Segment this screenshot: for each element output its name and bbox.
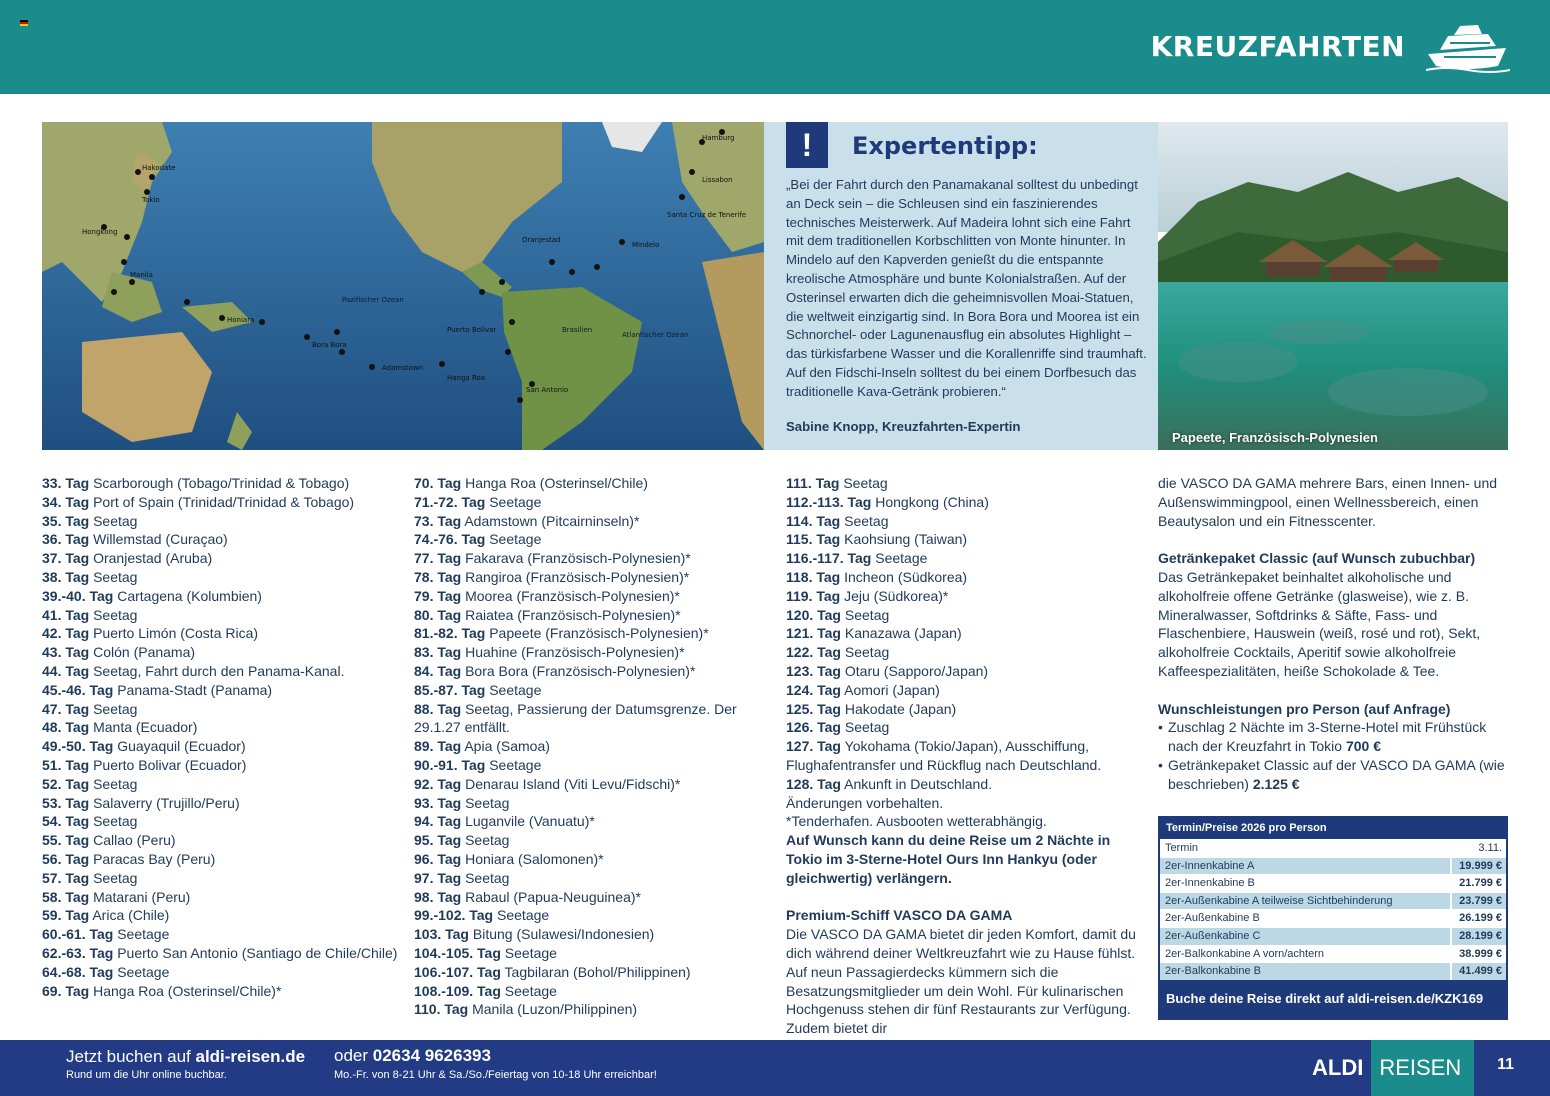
extension-note: Auf Wunsch kann du deine Reise um 2 Nächte in Tokio im 3-Sterne-Hotel Ours Inn Hankyu (oder gleichwertig) verlängern. xyxy=(786,832,1111,886)
itinerary-day: 110. Tag Manila (Luzon/Philippinen) xyxy=(414,1001,638,1018)
itinerary-day: 89. Tag Apia (Samoa) xyxy=(414,738,550,755)
itinerary-day: 123. Tag Otaru (Sapporo/Japan) xyxy=(786,662,989,679)
ship-icon xyxy=(1426,20,1510,74)
itinerary-day: 83. Tag Huahine (Französisch-Polynesien)* xyxy=(414,644,685,661)
itinerary-day: 94. Tag Luganvile (Vanuatu)* xyxy=(414,813,595,830)
itinerary-day: 108.-109. Tag Seetage xyxy=(414,982,557,999)
price-term-row: Termin 3.11. xyxy=(1160,839,1506,857)
itinerary-day: 80. Tag Raiatea (Französisch-Polynesien)* xyxy=(414,606,681,623)
ship-heading: Premium-Schiff VASCO DA GAMA xyxy=(786,907,1013,924)
itinerary-day: 70. Tag Hanga Roa (Osterinsel/Chile) xyxy=(414,475,648,491)
itinerary-day: 41. Tag Seetag xyxy=(42,606,138,623)
price-row: 2er-Außenkabine A teilweise Sichtbehinderung 23.799 € xyxy=(1160,892,1506,910)
itinerary-day: 98. Tag Rabaul (Papua-Neuguinea)* xyxy=(414,888,641,905)
flag-icon xyxy=(20,20,28,26)
page-footer xyxy=(0,1040,1550,1096)
itinerary-day: 56. Tag Paracas Bay (Peru) xyxy=(42,850,216,867)
itinerary-day: 37. Tag Oranjestad (Aruba) xyxy=(42,550,213,567)
aldi-reisen-logo: ALDI REISEN xyxy=(1304,1040,1474,1096)
svg-text:Santa Cruz de Tenerife: Santa Cruz de Tenerife xyxy=(667,211,747,219)
itinerary-day: 104.-105. Tag Seetage xyxy=(414,944,557,961)
itinerary-day: 48. Tag Manta (Ecuador) xyxy=(42,719,198,736)
itinerary-day: 116.-117. Tag Seetage xyxy=(786,550,928,567)
itinerary-day: 124. Tag Aomori (Japan) xyxy=(786,681,940,698)
itinerary-day: 128. Tag Ankunft in Deutschland. xyxy=(786,775,992,792)
itinerary-day: 60.-61. Tag Seetage xyxy=(42,926,170,943)
svg-text:Hakodate: Hakodate xyxy=(142,164,176,172)
price-row: 2er-Balkonkabine A vorn/achtern 38.999 € xyxy=(1160,945,1506,963)
itinerary-day: 93. Tag Seetag xyxy=(414,794,510,811)
itinerary-day: 126. Tag Seetag xyxy=(786,719,890,736)
svg-text:Honiara: Honiara xyxy=(227,316,255,324)
price-row: 2er-Balkonkabine B 41.499 € xyxy=(1160,962,1506,980)
svg-text:Bora Bora: Bora Bora xyxy=(312,341,347,349)
price-row: 2er-Innenkabine A 19.999 € xyxy=(1160,857,1506,875)
itinerary-column-1 xyxy=(42,474,402,1000)
itinerary-day: 45.-46. Tag Panama-Stadt (Panama) xyxy=(42,681,273,698)
tender-note: *Tenderhafen. Ausbooten wetterabhängig. xyxy=(786,813,1047,830)
itinerary-day: 74.-76. Tag Seetage xyxy=(414,531,542,548)
itinerary-day: 77. Tag Fakarava (Französisch-Polynesien)* xyxy=(414,550,691,567)
itinerary-column-2 xyxy=(414,474,774,1019)
price-row: 2er-Außenkabine B 26.199 € xyxy=(1160,909,1506,927)
phone-cta: oder 02634 9626393 xyxy=(334,1046,491,1065)
itinerary-day: 64.-68. Tag Seetage xyxy=(42,963,170,980)
itinerary-day: 106.-107. Tag Tagbilaran (Bohol/Philippinen) xyxy=(414,963,691,980)
itinerary-day: 42. Tag Puerto Limón (Costa Rica) xyxy=(42,625,259,642)
svg-text:Manila: Manila xyxy=(130,271,153,279)
extra-item: • Getränkepaket Classic auf der VASCO DA GAMA (wie beschrieben) 2.125 € xyxy=(1158,756,1508,794)
svg-text:Atlantischer Ozean: Atlantischer Ozean xyxy=(622,331,689,339)
photo-caption: Papeete, Französisch-Polynesien xyxy=(1172,430,1378,445)
itinerary-day: 39.-40. Tag Cartagena (Kolumbien) xyxy=(42,587,262,604)
itinerary-column-3 xyxy=(786,474,1146,1038)
itinerary-day: 96. Tag Honiara (Salomonen)* xyxy=(414,850,604,867)
itinerary-day: 92. Tag Denarau Island (Viti Levu/Fidschi)* xyxy=(414,775,681,792)
svg-text:Pazifischer Ozean: Pazifischer Ozean xyxy=(342,296,404,304)
itinerary-day: 120. Tag Seetag xyxy=(786,606,890,623)
page-number: 11 xyxy=(1497,1056,1514,1073)
itinerary-day: 111. Tag Seetag xyxy=(786,475,888,491)
itinerary-day: 33. Tag Scarborough (Tobago/Trinidad & Tobago) xyxy=(42,475,350,491)
itinerary-day: 58. Tag Matarani (Peru) xyxy=(42,888,191,905)
itinerary-day: 43. Tag Colón (Panama) xyxy=(42,644,196,661)
tip-text: „Bei der Fahrt durch den Panamakanal solltest du unbedingt an Deck sein – die Schleusen sind ein faszinierendes technisches Meisterwerk. Auf Madeira lohnt sich eine Fahrt mit dem traditionellen Korbschlitten von Monte hinunter. In Mindelo auf den Kapverden genießt du die entspannte kreolische Atmosphäre und bunte Kolonialstraßen. Auf der Osterinsel erwarten dich die geheimnisvollen Moai-Statuen, die weltweit einzigartig sind. In Bora Bora und Moorea ist ein Schnorchel- oder Lagunenausflug ein absolutes Highlight – das türkisfarbene Wasser und die Korallenriffe sind traumhaft. Auf den Fidschi-Inseln solltest du bei einem Dorfbesuch das traditionelle Kava-Getränk probieren.“ xyxy=(786,177,1147,399)
ship-text: Die VASCO DA GAMA bietet dir jeden Komfort, damit du dich während deiner Weltkreuzfahrt wie zu Hause fühlst. Auf neun Passagierdecks kümmern sich die Besatzungsmitglieder um dein Wohl. Für kulinarischen Hochgenuss stehen dir fünf Restaurants zur Verfügung. Zudem bietet dir xyxy=(786,926,1136,1037)
booking-cta: Jetzt buchen auf aldi-reisen.de xyxy=(66,1047,306,1066)
svg-text:Puerto Bolivar: Puerto Bolivar xyxy=(447,326,497,334)
itinerary-day: 84. Tag Bora Bora (Französisch-Polynesien)* xyxy=(414,662,696,679)
svg-text:Brasilien: Brasilien xyxy=(562,326,593,334)
extra-item: • Zuschlag 2 Nächte im 3-Sterne-Hotel mit Frühstück nach der Kreuzfahrt in Tokio 700 € xyxy=(1158,718,1508,756)
svg-text:San Antonio: San Antonio xyxy=(526,386,569,394)
svg-text:Tokio: Tokio xyxy=(142,196,160,204)
page-header xyxy=(0,0,1550,94)
itinerary-day: 49.-50. Tag Guayaquil (Ecuador) xyxy=(42,738,246,755)
ship-text-continued: die VASCO DA GAMA mehrere Bars, einen Innen- und Außenswimmingpool, einen Wellnessbereich, einen Beautysalon und ein Fitnesscenter. xyxy=(1158,475,1498,529)
itinerary-day: 85.-87. Tag Seetage xyxy=(414,681,542,698)
svg-text:Lissabon: Lissabon xyxy=(702,176,733,184)
itinerary-day: 69. Tag Hanga Roa (Osterinsel/Chile)* xyxy=(42,982,282,999)
itinerary-day: 51. Tag Puerto Bolivar (Ecuador) xyxy=(42,756,247,773)
svg-text:Mindelo: Mindelo xyxy=(632,241,660,249)
itinerary-day: 71.-72. Tag Seetage xyxy=(414,493,542,510)
info-column xyxy=(1158,474,1508,794)
destination-photo xyxy=(1158,122,1508,450)
tip-author: Sabine Knopp, Kreuzfahrten-Expertin xyxy=(786,419,1021,434)
itinerary-day: 34. Tag Port of Spain (Trinidad/Trinidad & Tobago) xyxy=(42,493,355,510)
booking-subtext: Rund um die Uhr online buchbar. xyxy=(66,1069,227,1081)
itinerary-day: 103. Tag Bitung (Sulawesi/Indonesien) xyxy=(414,926,655,943)
itinerary-day: 118. Tag Incheon (Südkorea) xyxy=(786,568,968,585)
itinerary-day: 95. Tag Seetag xyxy=(414,832,510,849)
itinerary-day: 121. Tag Kanazawa (Japan) xyxy=(786,625,962,642)
changes-note: Änderungen vorbehalten. xyxy=(786,794,944,811)
itinerary-day: 78. Tag Rangiroa (Französisch-Polynesien)* xyxy=(414,568,690,585)
price-table-title: Termin/Preise 2026 pro Person xyxy=(1160,818,1506,839)
itinerary-day: 79. Tag Moorea (Französisch-Polynesien)* xyxy=(414,587,680,604)
drinks-text: Das Getränkepaket beinhaltet alkoholische und alkoholfreie offene Getränke (glasweise), wie z. B. Mineralwasser, Softdrinks & Säfte, Fass- und Flaschenbiere, Hauswein (weiß, rosé und rot), Sekt, alkoholfreie Cocktails, Aperitif sowie alkoholfreie Kaffeespezialitäten, heiße Schokolade & Tee. xyxy=(1158,568,1481,679)
itinerary-day: 38. Tag Seetag xyxy=(42,568,138,585)
itinerary-day: 115. Tag Kaohsiung (Taiwan) xyxy=(786,531,968,548)
phone-hours: Mo.-Fr. von 8-21 Uhr & Sa./So./Feiertag von 10-18 Uhr erreichbar! xyxy=(334,1069,657,1081)
itinerary-day: 53. Tag Salaverry (Trujillo/Peru) xyxy=(42,794,240,811)
itinerary-day: 36. Tag Willemstad (Curaçao) xyxy=(42,531,228,548)
svg-text:Adamstown: Adamstown xyxy=(382,364,424,372)
extras-heading: Wunschleistungen pro Person (auf Anfrage) xyxy=(1158,700,1451,717)
website-link[interactable]: aldi-reisen.de xyxy=(195,1047,306,1066)
itinerary-day: 35. Tag Seetag xyxy=(42,512,138,529)
svg-text:Oranjestad: Oranjestad xyxy=(522,236,561,244)
itinerary-day: 62.-63. Tag Puerto San Antonio (Santiago de Chile/Chile) xyxy=(42,944,398,961)
itinerary-day: 99.-102. Tag Seetage xyxy=(414,907,550,924)
itinerary-day: 127. Tag Yokohama (Tokio/Japan), Ausschiffung, Flughafentransfer und Rückflug nach Deutschland. xyxy=(786,738,1102,773)
itinerary-day: 119. Tag Jeju (Südkorea)* xyxy=(786,587,949,604)
itinerary-day: 90.-91. Tag Seetage xyxy=(414,756,542,773)
itinerary-day: 55. Tag Callao (Peru) xyxy=(42,832,176,849)
itinerary-day: 88. Tag Seetag, Passierung der Datumsgrenze. Der 29.1.27 entfällt. xyxy=(414,700,737,736)
itinerary-day: 97. Tag Seetag xyxy=(414,869,510,886)
itinerary-day: 112.-113. Tag Hongkong (China) xyxy=(786,493,989,510)
exclamation-icon: ! xyxy=(786,122,828,168)
expert-tip xyxy=(764,122,1158,450)
itinerary-day: 73. Tag Adamstown (Pitcairninseln)* xyxy=(414,512,640,529)
itinerary-day: 57. Tag Seetag xyxy=(42,869,138,886)
price-row: 2er-Innenkabine B 21.799 € xyxy=(1160,874,1506,892)
svg-text:Hongkong: Hongkong xyxy=(82,228,118,236)
tip-title: Expertentipp: xyxy=(852,132,1038,160)
svg-text:Hanga Roa: Hanga Roa xyxy=(447,374,486,382)
itinerary-day: 81.-82. Tag Papeete (Französisch-Polynesien)* xyxy=(414,625,709,642)
itinerary-day: 47. Tag Seetag xyxy=(42,700,138,717)
itinerary-day: 59. Tag Arica (Chile) xyxy=(42,907,170,924)
drinks-heading: Getränkepaket Classic (auf Wunsch zubuchbar) xyxy=(1158,550,1476,567)
phone-number[interactable]: 02634 9626393 xyxy=(372,1046,491,1065)
booking-link[interactable]: Buche deine Reise direkt auf aldi-reisen.de/KZK169 xyxy=(1160,980,1506,1018)
route-map xyxy=(42,122,764,450)
price-table xyxy=(1158,816,1508,1020)
itinerary-day: 122. Tag Seetag xyxy=(786,644,890,661)
itinerary-day: 44. Tag Seetag, Fahrt durch den Panama-Kanal. xyxy=(42,662,345,679)
itinerary-day: 52. Tag Seetag xyxy=(42,775,138,792)
price-row: 2er-Außenkabine C 28.199 € xyxy=(1160,927,1506,945)
itinerary-day: 125. Tag Hakodate (Japan) xyxy=(786,700,957,717)
itinerary-day: 54. Tag Seetag xyxy=(42,813,138,830)
svg-text:Hamburg: Hamburg xyxy=(702,134,735,142)
itinerary-day: 114. Tag Seetag xyxy=(786,512,889,529)
page-title: KREUZFAHRTEN xyxy=(1150,30,1405,63)
